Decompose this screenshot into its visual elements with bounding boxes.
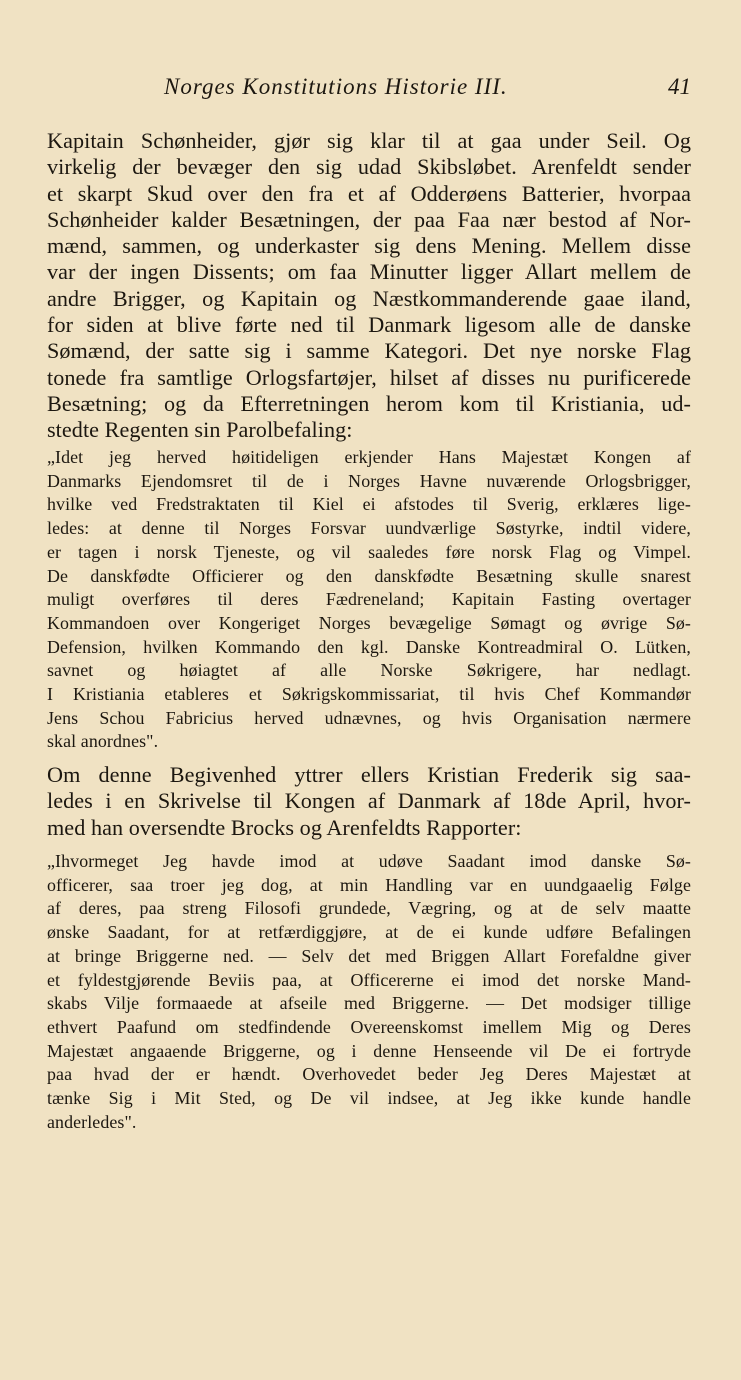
text-line: Kommandoen over Kongeriget Norges bevægelige Sømagt og øvrige Sø- xyxy=(47,612,691,633)
text-line: skabs Vilje formaaede at afseile med Briggerne. — Det modsiger tillige xyxy=(47,993,691,1014)
text-line: mænd, sammen, og underkaster sig dens Mening. Mellem disse xyxy=(47,233,691,259)
text-line: hvilke ved Fredstraktaten til Kiel ei afstodes til Sverig, erklæres lige- xyxy=(47,494,691,515)
text-line: for siden at blive førte ned til Danmark ligesom alle de danske xyxy=(47,312,691,338)
running-header xyxy=(47,74,691,108)
text-line: anderledes". xyxy=(47,1111,137,1132)
text-line: De danskfødte Officierer og den danskfødte Besætning skulle snarest xyxy=(47,565,691,586)
quote-1 xyxy=(47,446,691,754)
quote-2 xyxy=(47,850,691,1134)
text-line: muligt overføres til deres Fædreneland; Kapitain Fasting overtager xyxy=(47,589,691,610)
text-line: I Kristiania etableres et Søkrigskommissariat, til hvis Chef Kommandør xyxy=(47,684,691,705)
text-line: virkelig der bevæger den sig udad Skibsløbet. Arenfeldt sender xyxy=(47,154,691,180)
text-line: „Idet jeg herved høitideligen erkjender Hans Majestæt Kongen af xyxy=(47,447,691,467)
text-line: var der ingen Dissents; om faa Minutter ligger Allart mellem de xyxy=(47,259,691,285)
text-line: et fyldestgjørende Beviis paa, at Officererne ei imod det norske Mand- xyxy=(47,969,691,990)
text-line: paa hvad der er hændt. Overhovedet beder Jeg Deres Majestæt at xyxy=(47,1064,691,1085)
text-line: „Ihvormeget Jeg havde imod at udøve Saadant imod danske Sø- xyxy=(47,851,691,871)
text-line: skal anordnes". xyxy=(47,731,159,752)
text-line: tonede fra samtlige Orlogsfartøjer, hilset af disses nu purificerede xyxy=(47,364,691,390)
text-line: Jens Schou Fabricius herved udnævnes, og hvis Organisation nærmere xyxy=(47,707,691,728)
text-line: Kapitain Schønheider, gjør sig klar til at gaa under Seil. Og xyxy=(47,128,691,153)
paragraph-2 xyxy=(47,762,691,841)
text-line: Defension, hvilken Kommando den kgl. Danske Kontreadmiral O. Lütken, xyxy=(47,636,691,657)
text-line: Danmarks Ejendomsret til de i Norges Havne nuværende Orlogsbrigger, xyxy=(47,470,691,491)
text-line: stedte Regenten sin Parolbefaling: xyxy=(47,417,353,443)
running-title: Norges Konstitutions Historie III. xyxy=(164,74,508,99)
text-line: ledes: at denne til Norges Forsvar uundværlige Søstyrke, indtil videre, xyxy=(47,518,691,539)
text-line: ledes i en Skrivelse til Kongen af Danmark af 18de April, hvor- xyxy=(47,788,691,814)
text-line: Schønheider kalder Besætningen, der paa Faa nær bestod af Nor- xyxy=(47,206,691,232)
text-line: officerer, saa troer jeg dog, at min Handling var en uundgaaelig Følge xyxy=(47,874,691,895)
text-line: et skarpt Skud over den fra et af Odderøens Batterier, hvorpaa xyxy=(47,180,691,206)
text-line: at bringe Briggerne ned. — Selv det med Briggen Allart Forefaldne giver xyxy=(47,945,691,966)
text-line: Besætning; og da Efterretningen herom kom til Kristiania, ud- xyxy=(47,390,691,416)
text-line: savnet og høiagtet af alle Norske Søkrigere, har nedlagt. xyxy=(47,660,691,681)
text-line: Om denne Begivenhed yttrer ellers Kristian Frederik sig saa- xyxy=(47,762,691,787)
text-line: af deres, paa streng Filosofi grundede, Vægring, og at de selv maatte xyxy=(47,898,691,919)
text-line: tænke Sig i Mit Sted, og De vil indsee, at Jeg ikke kunde handle xyxy=(47,1088,691,1109)
paragraph-1 xyxy=(47,128,691,444)
text-line: ønske Saadant, for at retfærdiggjøre, at de ei kunde udføre Befalingen xyxy=(47,922,691,943)
text-line: er tagen i norsk Tjeneste, og vil saaledes føre norsk Flag og Vimpel. xyxy=(47,541,691,562)
text-line: ethvert Paafund om stedfindende Overeenskomst imellem Mig og Deres xyxy=(47,1016,691,1037)
text-line: andre Brigger, og Kapitain og Næstkommanderende gaae iland, xyxy=(47,285,691,311)
text-line: Majestæt angaaende Briggerne, og i denne Henseende vil De ei fortryde xyxy=(47,1040,691,1061)
text-line: Sømænd, der satte sig i samme Kategori. Det nye norske Flag xyxy=(47,338,691,364)
page-number: 41 xyxy=(668,74,691,99)
text-line: med han oversendte Brocks og Arenfeldts Rapporter: xyxy=(47,814,522,840)
